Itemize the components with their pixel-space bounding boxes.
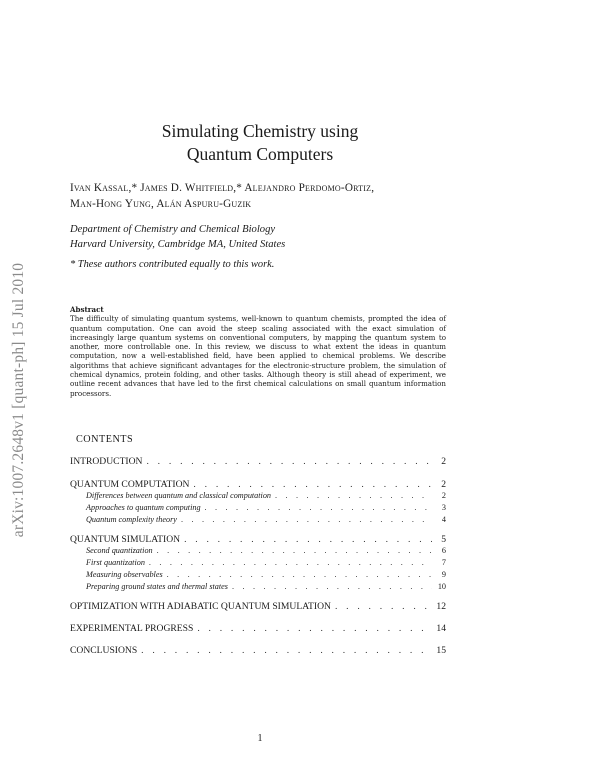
title-line-1: Simulating Chemistry using xyxy=(161,121,359,141)
abstract xyxy=(70,305,446,398)
toc-leader-dots xyxy=(335,601,432,612)
toc-entry-page: 2 xyxy=(441,479,446,490)
authors-line-2: Man-Hong Yung, Alán Aspuru-Guzik xyxy=(70,198,252,210)
paper-title xyxy=(0,120,520,166)
toc-entry-label: Quantum complexity theory xyxy=(86,515,177,524)
toc-entry-label: Differences between quantum and classical computation xyxy=(86,491,272,500)
contents-heading: CONTENTS xyxy=(76,434,134,445)
toc-entry-page: 10 xyxy=(437,582,446,591)
affiliation-line-1: Department of Chemistry and Chemical Biology xyxy=(70,224,276,235)
toc-leader-dots xyxy=(275,491,432,500)
toc-entry-label: EXPERIMENTAL PROGRESS xyxy=(70,623,194,634)
toc-subentry[interactable] xyxy=(70,558,446,567)
arxiv-identifier xyxy=(4,210,34,590)
toc-entry-label: Second quantization xyxy=(86,546,153,555)
toc-leader-dots xyxy=(184,534,432,545)
abstract-text: The difficulty of simulating quantum systems, well-known to quantum chemists, prompted the idea of quantum computation. One can avoid the steep scaling associated with the exact simulation of increasingly large quantum systems on conventional computers, by mapping the quantum system to another, more controllable one. In this review, we discuss to what extent the ideas in quantum computation, now a well-established field, have been applied to chemical problems. We describe algorithms that achieve significant advantages for the electronic-structure problem, the simulation of chemical dynamics, protein folding, and other tasks. Although theory is still ahead of experiment, we outline recent advances that have led to the first chemical calculations on small quantum information processors. xyxy=(70,314,446,398)
toc-entry-page: 12 xyxy=(436,601,446,612)
toc-leader-dots xyxy=(197,623,432,634)
affiliation-line-2: Harvard University, Cambridge MA, United States xyxy=(70,239,286,250)
toc-entry[interactable] xyxy=(70,601,446,612)
authors-line-1: Ivan Kassal,* James D. Whitfield,* Alejandro Perdomo-Ortiz, xyxy=(70,182,375,194)
toc-entry-page: 15 xyxy=(436,645,446,656)
toc-subentry[interactable] xyxy=(70,570,446,579)
toc-leader-dots xyxy=(205,503,432,512)
toc-subentry[interactable] xyxy=(70,491,446,500)
toc-entry[interactable] xyxy=(70,645,446,656)
equal-contribution-footnote: * These authors contributed equally to this work. xyxy=(70,259,275,270)
toc-leader-dots xyxy=(193,479,432,490)
page-number: 1 xyxy=(257,733,263,744)
arxiv-identifier-text: arXiv:1007.2648v1 [quant-ph] 15 Jul 2010 xyxy=(10,262,27,538)
toc-entry-label: OPTIMIZATION WITH ADIABATIC QUANTUM SIMULATION xyxy=(70,601,331,612)
toc-entry-page: 14 xyxy=(436,623,446,634)
toc-entry-label: CONCLUSIONS xyxy=(70,645,138,656)
title-line-2: Quantum Computers xyxy=(186,144,334,164)
toc-entry-page: 4 xyxy=(441,515,446,524)
toc-entry[interactable] xyxy=(70,623,446,634)
toc-entry-label: Preparing ground states and thermal states xyxy=(86,582,228,591)
toc-entry-label: INTRODUCTION xyxy=(70,456,143,467)
toc-leader-dots xyxy=(232,582,432,591)
toc-leader-dots xyxy=(167,570,432,579)
toc-entry-page: 3 xyxy=(441,503,446,512)
toc-entry-page: 6 xyxy=(441,546,446,555)
abstract-heading: Abstract xyxy=(70,305,104,314)
toc-entry-label: QUANTUM COMPUTATION xyxy=(70,479,190,490)
toc-entry-page: 5 xyxy=(441,534,446,545)
toc-leader-dots xyxy=(141,645,432,656)
toc-subentry[interactable] xyxy=(70,515,446,524)
toc-entry-label: QUANTUM SIMULATION xyxy=(70,534,181,545)
toc-entry-label: First quantization xyxy=(86,558,145,567)
affiliation xyxy=(70,222,285,252)
toc-entry-page: 2 xyxy=(441,491,446,500)
author-list xyxy=(70,180,460,212)
toc-leader-dots xyxy=(149,558,432,567)
toc-entry[interactable] xyxy=(70,456,446,467)
toc-leader-dots xyxy=(146,456,432,467)
toc-entry-page: 7 xyxy=(441,558,446,567)
toc-leader-dots xyxy=(181,515,432,524)
toc-entry-label: Approaches to quantum computing xyxy=(86,503,201,512)
toc-entry[interactable] xyxy=(70,534,446,545)
toc-entry-page: 2 xyxy=(441,456,446,467)
toc-entry-page: 9 xyxy=(441,570,446,579)
toc-leader-dots xyxy=(157,546,432,555)
toc-entry-label: Measuring observables xyxy=(86,570,163,579)
toc-subentry[interactable] xyxy=(70,546,446,555)
toc-subentry[interactable] xyxy=(70,582,446,591)
toc-entry[interactable] xyxy=(70,479,446,490)
toc-subentry[interactable] xyxy=(70,503,446,512)
